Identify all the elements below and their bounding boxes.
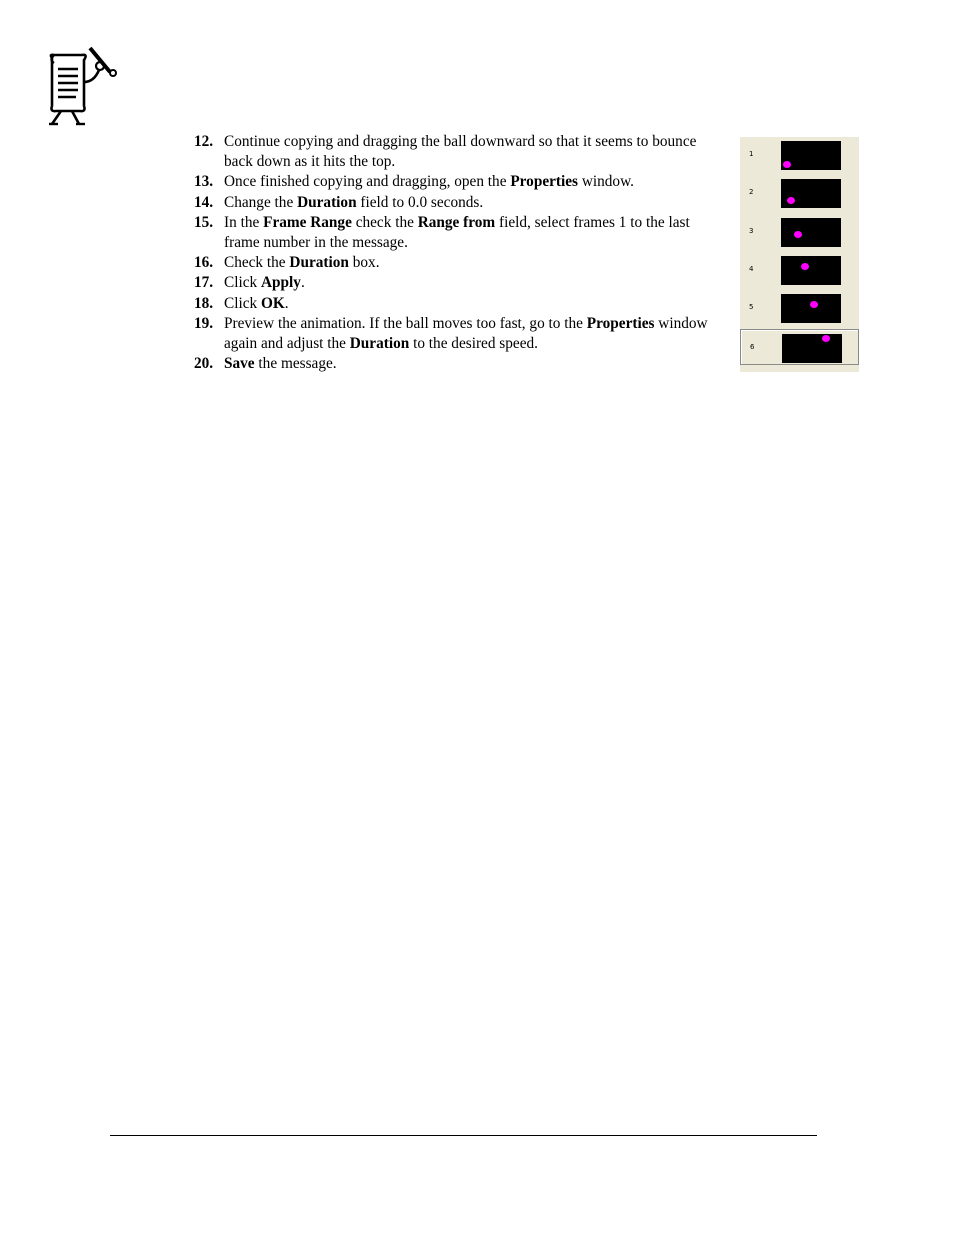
step-number: 18. [194, 294, 214, 312]
frame-thumbnail[interactable] [782, 334, 842, 363]
frame-row-5[interactable] [740, 290, 859, 326]
step-number: 15. [194, 213, 214, 231]
frame-row-3[interactable] [740, 214, 859, 250]
step-text-segment: to the desired speed. [409, 335, 538, 353]
frame-number-label: 2 [749, 188, 754, 197]
frame-row-1[interactable] [740, 137, 859, 173]
step-number: 13. [194, 173, 214, 191]
ball-icon [810, 301, 818, 308]
ball-icon [794, 231, 802, 238]
step-bold-term: Apply [260, 274, 301, 292]
frame-row-6[interactable] [740, 329, 859, 365]
ball-icon [822, 335, 830, 342]
step-text [224, 193, 718, 213]
ball-icon [783, 161, 791, 168]
step-bold-term: OK [260, 294, 285, 312]
step-text [224, 132, 718, 172]
step-item [194, 132, 718, 172]
step-number: 17. [194, 274, 214, 292]
step-text-segment: Once finished copying and dragging, open the [224, 173, 511, 191]
ball-icon [801, 263, 809, 270]
instruction-steps-list [194, 132, 718, 374]
step-text-segment: Change the [224, 193, 298, 211]
step-text-segment: Click [224, 274, 261, 292]
frames-panel [740, 137, 859, 372]
step-item [194, 193, 718, 213]
frame-thumbnail[interactable] [781, 179, 841, 208]
step-bold-term: Duration [297, 193, 357, 211]
scroll-figure-logo-icon [44, 42, 118, 128]
step-text [224, 294, 718, 314]
step-number: 16. [194, 254, 214, 272]
ball-icon [787, 197, 795, 204]
frame-thumbnail[interactable] [781, 141, 841, 170]
frame-thumbnail[interactable] [781, 218, 841, 247]
frame-thumbnail[interactable] [781, 256, 841, 285]
frame-number-label: 4 [749, 264, 754, 273]
step-text [224, 273, 718, 293]
frame-thumbnail[interactable] [781, 294, 841, 323]
step-text-segment: field to 0.0 seconds. [356, 193, 484, 211]
step-number: 14. [194, 193, 214, 211]
step-text [224, 253, 718, 273]
step-text-segment: window again and adjust the [224, 314, 708, 353]
step-text-segment: window. [578, 173, 634, 191]
step-text-segment: Preview the animation. If the ball moves too fast, go to the [224, 314, 587, 332]
step-number: 20. [194, 355, 214, 373]
step-bold-term: Frame Range [263, 213, 352, 231]
step-item [194, 314, 718, 354]
frame-number-label: 5 [749, 303, 754, 312]
footer-divider [110, 1135, 817, 1136]
step-item [194, 294, 718, 314]
step-text-segment: Check the [224, 254, 290, 272]
frame-number-label: 6 [750, 342, 755, 351]
step-item [194, 213, 718, 253]
step-text [224, 354, 718, 374]
step-text-segment: Click [224, 294, 261, 312]
frame-row-4[interactable] [740, 252, 859, 288]
step-text-segment: Continue copying and dragging the ball downward so that it seems to bounce back down as it hits the top. [224, 133, 697, 171]
step-number: 19. [194, 314, 214, 332]
step-text [224, 314, 718, 354]
step-text [224, 172, 718, 192]
step-bold-term: Properties [586, 314, 655, 332]
frame-number-label: 3 [749, 226, 754, 235]
step-text-segment: the message. [254, 355, 337, 373]
step-bold-term: Properties [510, 173, 579, 191]
step-item [194, 273, 718, 293]
step-bold-term: Duration [289, 254, 349, 272]
frame-number-label: 1 [749, 150, 754, 158]
step-bold-term: Save [224, 355, 255, 373]
step-bold-term: Range from [417, 213, 496, 231]
step-text [224, 213, 718, 253]
step-item [194, 172, 718, 192]
step-text-segment: In the [224, 213, 264, 231]
step-number: 12. [194, 133, 214, 150]
step-item [194, 253, 718, 273]
frame-row-2[interactable] [740, 175, 859, 211]
step-text-segment: . [300, 274, 305, 292]
step-text-segment: . [284, 294, 289, 312]
step-text-segment: box. [348, 254, 380, 272]
step-text-segment: check the [351, 213, 418, 231]
step-bold-term: Duration [349, 335, 410, 353]
step-item [194, 354, 718, 374]
scroll-figure-svg [44, 42, 118, 128]
step-text-segment: field, select frames 1 to the last frame number in the message. [224, 213, 690, 252]
